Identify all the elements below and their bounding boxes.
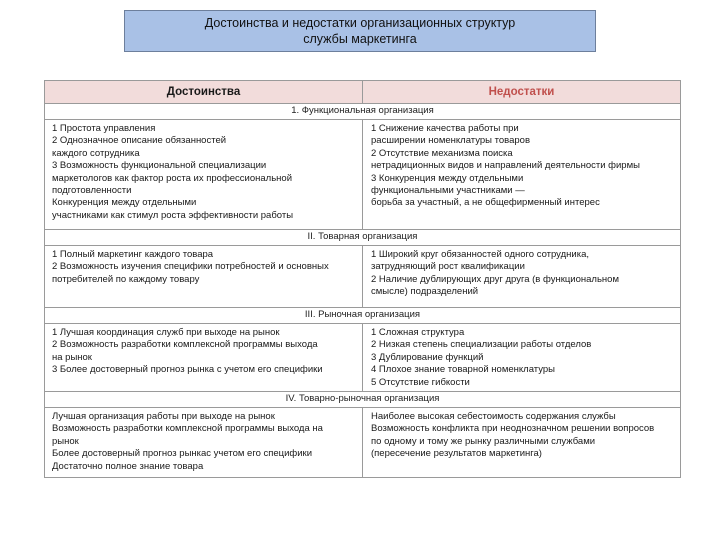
- advantages-cell: [45, 324, 363, 392]
- list-item: 2 Низкая степень специализации работы отделов: [371, 339, 592, 351]
- list-item: 1 Широкий круг обязанностей одного сотрудника,: [371, 249, 590, 260]
- page-title: [124, 10, 596, 52]
- advantages-cell: [45, 120, 363, 230]
- section-header-row: [45, 392, 681, 408]
- list-item: участниками как стимул роста эффективности работы: [52, 209, 294, 221]
- section-header-row: [45, 308, 681, 324]
- list-item: борьба за участный, а не общефирменный интерес: [371, 197, 600, 209]
- list-item: Возможность разработки комплексной программы выхода на: [52, 423, 323, 435]
- disadvantages-cell: [363, 324, 681, 392]
- list-item: 2 Отсутствие механизма поиска: [371, 147, 513, 159]
- advantages-cell: [45, 408, 363, 478]
- list-item: 3 Конкуренция между отдельными: [371, 172, 524, 184]
- list-item: функциональными участниками —: [371, 185, 525, 197]
- list-item: маркетологов как фактор роста их профессиональной: [52, 172, 293, 184]
- list-item: 3 Возможность функциональной специализации: [52, 160, 267, 172]
- section-row-product: [45, 246, 681, 308]
- section-row-functional: [45, 120, 681, 230]
- section-title-product-market: IV. Товарно-рыночная организация: [45, 392, 681, 408]
- list-item: 1 Лучшая координация служб при выходе на рынок: [52, 327, 280, 338]
- section-header-row: [45, 104, 681, 120]
- list-item: 1 Снижение качества работы при: [371, 123, 519, 134]
- list-item: рынок: [52, 435, 79, 447]
- list-item: расширении номенклатуры товаров: [371, 135, 530, 147]
- list-item: смысле) подразделений: [371, 286, 479, 298]
- section-header-row: [45, 230, 681, 246]
- list-item: 2 Наличие дублирующих друг друга (в функциональном: [371, 273, 619, 285]
- list-item: нетрадиционных видов и направлений деятельности фирмы: [371, 160, 640, 172]
- list-item: на рынок: [52, 351, 92, 363]
- list-item: каждого сотрудника: [52, 147, 140, 159]
- list-item: Конкуренция между отдельными: [52, 197, 197, 209]
- list-item: Лучшая организация работы при выходе на рынок: [52, 411, 275, 423]
- list-item: 2 Однозначное описание обязанностей: [52, 135, 227, 147]
- list-item: 5 Отсутствие гибкости: [371, 376, 470, 388]
- list-item: Более достоверный прогноз рынкас учетом его специфики: [52, 448, 313, 460]
- section-title-market: III. Рыночная организация: [45, 308, 681, 324]
- advantages-cell: [45, 246, 363, 308]
- list-item: потребителей по каждому товару: [52, 273, 200, 285]
- list-item: 1 Полный маркетинг каждого товара: [52, 249, 214, 260]
- title-line-1: Достоинства и недостатки организационных структур: [204, 16, 516, 30]
- list-item: по одному и тому же рынку различными службами: [371, 435, 596, 447]
- list-item: (пересечение результатов маркетинга): [371, 448, 542, 460]
- list-item: 2 Возможность разработки комплексной программы выхода: [52, 339, 318, 351]
- section-row-market: [45, 324, 681, 392]
- list-item: затрудняющий рост квалификации: [371, 261, 525, 273]
- list-item: Наиболее высокая себестоимость содержания службы: [371, 411, 616, 423]
- section-row-product-market: [45, 408, 681, 478]
- list-item: 1 Простота управления: [52, 123, 156, 134]
- disadvantages-cell: [363, 246, 681, 308]
- disadvantages-cell: [363, 408, 681, 478]
- list-item: 1 Сложная структура: [371, 327, 465, 338]
- list-item: 2 Возможность изучения специфики потребностей и основных: [52, 261, 329, 273]
- list-item: 4 Плохое знание товарной номенклатуры: [371, 364, 555, 376]
- section-title-functional: 1. Функциональная организация: [45, 104, 681, 120]
- table-header-row: [45, 81, 681, 104]
- header-advantages: Достоинства: [45, 81, 363, 104]
- title-line-2: службы маркетинга: [303, 32, 417, 46]
- section-title-product: II. Товарная организация: [45, 230, 681, 246]
- comparison-table: [44, 80, 681, 478]
- list-item: 3 Более достоверный прогноз рынка с учетом его специфики: [52, 364, 323, 376]
- list-item: подготовленности: [52, 185, 132, 197]
- list-item: Достаточно полное знание товара: [52, 460, 204, 472]
- header-disadvantages: Недостатки: [363, 81, 681, 104]
- disadvantages-cell: [363, 120, 681, 230]
- list-item: Возможность конфликта при неоднозначном решении вопросов: [371, 423, 655, 435]
- list-item: 3 Дублирование функций: [371, 351, 484, 363]
